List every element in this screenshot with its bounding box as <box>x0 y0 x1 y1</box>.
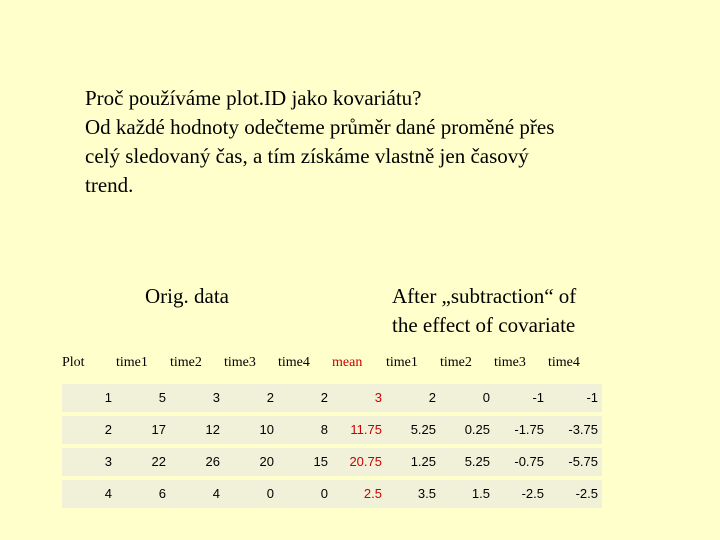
cell-adj-time1: 5.25 <box>386 416 440 444</box>
cell-time2: 3 <box>170 384 224 412</box>
table-header <box>0 355 720 375</box>
cell-time4: 0 <box>278 480 332 508</box>
cell-adj-time1: 3.5 <box>386 480 440 508</box>
table-row <box>62 480 602 508</box>
header-time4: time4 <box>278 355 310 370</box>
cell-time3: 10 <box>224 416 278 444</box>
header-plot: Plot <box>62 355 85 370</box>
cell-adj-time3: -1 <box>494 384 548 412</box>
cell-adj-time2: 5.25 <box>440 448 494 476</box>
cell-time3: 0 <box>224 480 278 508</box>
cell-adj-time2: 1.5 <box>440 480 494 508</box>
cell-time2: 4 <box>170 480 224 508</box>
cell-time2: 12 <box>170 416 224 444</box>
cell-mean: 3 <box>332 384 386 412</box>
cell-adj-time3: -2.5 <box>494 480 548 508</box>
header-adj-time3: time3 <box>494 355 526 370</box>
header-adj-time4: time4 <box>548 355 580 370</box>
cell-plot: 3 <box>62 448 116 476</box>
cell-plot: 1 <box>62 384 116 412</box>
cell-time3: 2 <box>224 384 278 412</box>
intro-line: trend. <box>85 173 134 197</box>
caption-line: the effect of covariate <box>392 313 576 337</box>
cell-adj-time2: 0 <box>440 384 494 412</box>
caption-line: After „subtraction“ of <box>392 284 577 308</box>
cell-adj-time4: -5.75 <box>548 448 602 476</box>
cell-mean: 11.75 <box>332 416 386 444</box>
cell-adj-time4: -3.75 <box>548 416 602 444</box>
cell-plot: 4 <box>62 480 116 508</box>
header-time3: time3 <box>224 355 256 370</box>
cell-adj-time3: -1.75 <box>494 416 548 444</box>
header-adj-time2: time2 <box>440 355 472 370</box>
table-row <box>62 416 602 444</box>
table-row <box>62 448 602 476</box>
cell-adj-time1: 1.25 <box>386 448 440 476</box>
header-mean: mean <box>332 355 363 370</box>
intro-text <box>85 84 645 200</box>
header-adj-time1: time1 <box>386 355 418 370</box>
header-time1: time1 <box>116 355 148 370</box>
cell-adj-time4: -1 <box>548 384 602 412</box>
cell-time1: 22 <box>116 448 170 476</box>
cell-time2: 26 <box>170 448 224 476</box>
cell-mean: 2.5 <box>332 480 386 508</box>
cell-time4: 15 <box>278 448 332 476</box>
cell-time1: 6 <box>116 480 170 508</box>
intro-line: Proč používáme plot.ID jako kovariátu? <box>85 86 422 110</box>
cell-adj-time1: 2 <box>386 384 440 412</box>
cell-adj-time4: -2.5 <box>548 480 602 508</box>
intro-line: celý sledovaný čas, a tím získáme vlastně jen časový <box>85 144 529 168</box>
cell-time1: 17 <box>116 416 170 444</box>
cell-adj-time3: -0.75 <box>494 448 548 476</box>
cell-time1: 5 <box>116 384 170 412</box>
cell-time3: 20 <box>224 448 278 476</box>
cell-mean: 20.75 <box>332 448 386 476</box>
after-subtraction-caption <box>392 282 576 340</box>
cell-adj-time2: 0.25 <box>440 416 494 444</box>
table-row <box>62 384 602 412</box>
cell-plot: 2 <box>62 416 116 444</box>
intro-line: Od každé hodnoty odečteme průměr dané proměné přes <box>85 115 555 139</box>
cell-time4: 8 <box>278 416 332 444</box>
header-time2: time2 <box>170 355 202 370</box>
cell-time4: 2 <box>278 384 332 412</box>
orig-data-caption: Orig. data <box>145 284 229 308</box>
